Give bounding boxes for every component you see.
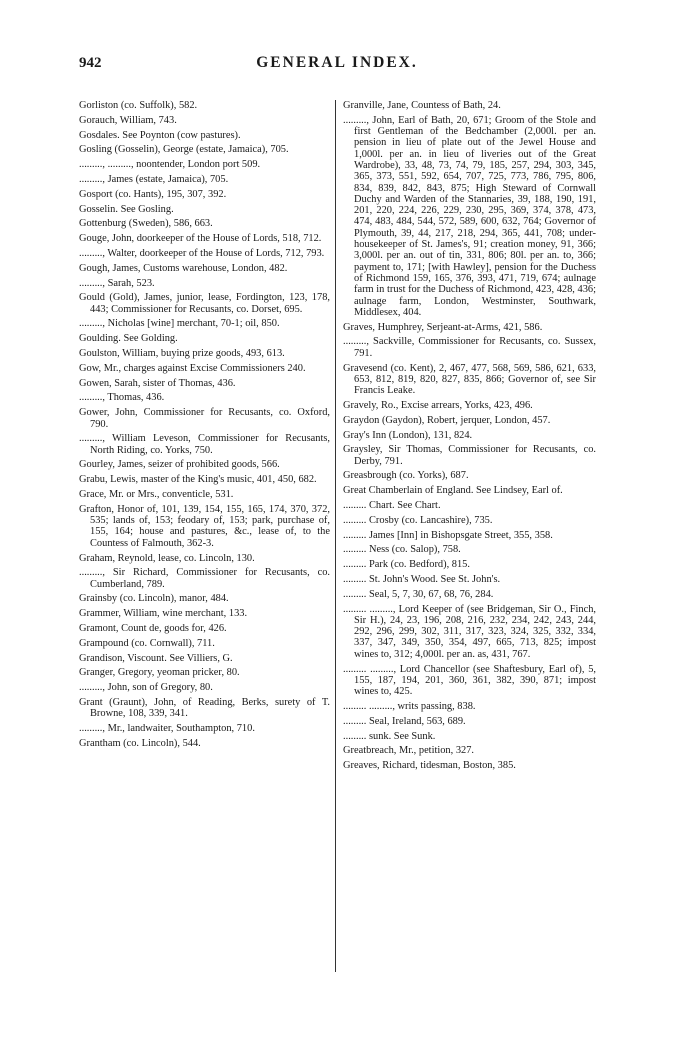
index-entry: ........., Sir Richard, Commissioner for Recusants, co. Cumberland, 789.: [79, 567, 330, 590]
column-divider: [335, 100, 336, 972]
index-entry: Gosport (co. Hants), 195, 307, 392.: [79, 188, 227, 200]
index-entry: Gough, James, Customs warehouse, London, 482.: [79, 262, 288, 274]
index-entry: ........., Walter, doorkeeper of the House of Lords, 712, 793.: [79, 247, 325, 259]
index-entry: ........., James (estate, Jamaica), 705.: [79, 173, 229, 185]
index-entry: ........., John, Earl of Bath, 20, 671; Groom of the Stole and first Gentleman of the Bedchamber (2,000l. per an. pension in lieu of plate out of the Jewel House and 1,000l. per an. in lieu of liveries out of the Great Wardrobe), 33, 48, 73, 74, 79, 185, 257, 294, 303, 345, 365, 373, 551, 592, 654, 707, 725, 773, 786, 795, 806, 834, 839, 842, 843, 875; High Steward of Cornwall Duchy and Warden of the Stannaries, 39, 188, 190, 191, 201, 220, 224, 226, 229, 230, 295, 369, 374, 378, 473, 474, 483, 484, 544, 572, 589, 600, 632, 764; Governor of Plymouth, 39, 44, 217, 218, 294, 365, 441, 708; under-housekeeper of St. James's, 91; creation money, 91, 366; 3,000l. per an. out of tin, 331, 806; 80l. per an. to, 366; payment to, 171; [with Hawley], pension for the Duchess of Richmond 159, 165, 376, 393, 471, 719, 674; aulnage farm in trust for the Duchess of Richmond, 423, 428, 436; aulnage farm, London, Westminster, Southwark, Middlesex, 404.: [343, 114, 596, 318]
index-entry: ......... Seal, 5, 7, 30, 67, 68, 76, 284.: [343, 588, 494, 600]
right-index-column: [343, 100, 596, 775]
index-entry: ........., Sackville, Commissioner for Recusants, co. Sussex, 791.: [343, 336, 596, 359]
index-entry: ......... ........., Lord Chancellor (see Shaftesbury, Earl of), 5, 155, 187, 194, 201, 360, 361, 382, 390, 871; impost wines to, 425.: [343, 663, 596, 698]
index-entry: ......... Ness (co. Salop), 758.: [343, 544, 461, 556]
index-entry: Granger, Gregory, yeoman pricker, 80.: [79, 667, 240, 679]
index-entry: Gould (Gold), James, junior, lease, Fordington, 123, 178, 443; Commissioner for Recusants, co. Dorset, 695.: [79, 292, 330, 315]
index-entry: ......... Park (co. Bedford), 815.: [343, 559, 470, 571]
index-entry: Gorliston (co. Suffolk), 582.: [79, 100, 198, 111]
index-entry: Gowen, Sarah, sister of Thomas, 436.: [79, 377, 236, 389]
index-entry: ........., John, son of Gregory, 80.: [79, 682, 213, 694]
index-entry: Grainsby (co. Lincoln), manor, 484.: [79, 593, 229, 605]
index-entry: Gourley, James, seizer of prohibited goods, 566.: [79, 459, 280, 471]
left-index-column: [79, 100, 330, 753]
index-entry: Grantham (co. Lincoln), 544.: [79, 737, 201, 749]
index-entry: ........., Mr., landwaiter, Southampton, 710.: [79, 723, 255, 735]
index-entry: ......... Seal, Ireland, 563, 689.: [343, 715, 466, 727]
index-entry: Gorauch, William, 743.: [79, 114, 177, 126]
index-entry: ........., Nicholas [wine] merchant, 70-1; oil, 850.: [79, 318, 280, 330]
index-entry: ......... Crosby (co. Lancashire), 735.: [343, 514, 493, 526]
index-entry: Gottenburg (Sweden), 586, 663.: [79, 218, 213, 230]
index-entry: Gravely, Ro., Excise arrears, Yorks, 423, 496.: [343, 399, 533, 411]
index-entry: ........., Thomas, 436.: [79, 392, 165, 404]
index-entry: Graham, Reynold, lease, co. Lincoln, 130.: [79, 552, 255, 564]
index-entry: Graydon (Gaydon), Robert, jerquer, London, 457.: [343, 414, 551, 426]
index-entry: ......... ........., Lord Keeper of (see Bridgeman, Sir O., Finch, Sir H.), 24, 23, 196, 208, 216, 232, 234, 242, 243, 244, 292, 296, 299, 302, 311, 317, 323, 324, 325, 332, 334, 337, 347, 349, 350, 354, 497, 665, 713, 825; impost wines to, 312; 4,000l. per an. as, 431, 767.: [343, 603, 596, 660]
index-entry: Gosselin. See Gosling.: [79, 203, 174, 215]
index-entry: Graysley, Sir Thomas, Commissioner for Recusants, co. Derby, 791.: [343, 444, 596, 467]
index-entry: ......... sunk. See Sunk.: [343, 730, 436, 742]
index-entry: ........., ........., noontender, London port 509.: [79, 159, 261, 171]
index-entry: Gosling (Gosselin), George (estate, Jamaica), 705.: [79, 144, 289, 156]
index-entry: Gravesend (co. Kent), 2, 467, 477, 568, 569, 586, 621, 633, 653, 812, 819, 820, 827, 835, 866; Governor of, see Sir Francis Leake.: [343, 362, 596, 397]
index-entry: Grabu, Lewis, master of the King's music, 401, 450, 682.: [79, 474, 317, 486]
index-entry: ........., Sarah, 523.: [79, 277, 155, 289]
page-number: 942: [79, 55, 102, 71]
index-entry: Goulding. See Golding.: [79, 333, 178, 345]
index-entry: Grammer, William, wine merchant, 133.: [79, 608, 248, 620]
index-entry: Graves, Humphrey, Serjeant-at-Arms, 421, 586.: [343, 321, 543, 333]
index-entry: Gower, John, Commissioner for Recusants, co. Oxford, 790.: [79, 407, 330, 430]
index-entry: ........., William Leveson, Commissioner for Recusants, North Riding, co. Yorks, 750.: [79, 433, 330, 456]
index-entry: Gramont, Count de, goods for, 426.: [79, 622, 227, 634]
index-entry: Granville, Jane, Countess of Bath, 24.: [343, 100, 501, 111]
index-entry: Greatbreach, Mr., petition, 327.: [343, 745, 474, 757]
index-entry: ......... ........., writs passing, 838.: [343, 700, 476, 712]
index-entry: Gosdales. See Poynton (cow pastures).: [79, 129, 241, 141]
index-entry: Gow, Mr., charges against Excise Commissioners 240.: [79, 362, 306, 374]
index-entry: ......... James [Inn] in Bishopsgate Street, 355, 358.: [343, 529, 553, 541]
index-entry: Grace, Mr. or Mrs., conventicle, 531.: [79, 489, 234, 501]
index-entry: Grafton, Honor of, 101, 139, 154, 155, 165, 174, 370, 372, 535; lands of, 153; feodary of, 153; park, purchase of, 155, 164; house and pastures, &c., lease of, to the Countess of Falmouth, 362-3.: [79, 503, 330, 549]
index-entry: Greasbrough (co. Yorks), 687.: [343, 470, 469, 482]
index-entry: ......... Chart. See Chart.: [343, 500, 441, 511]
page-title: GENERAL INDEX.: [256, 54, 418, 71]
index-entry: Grant (Graunt), John, of Reading, Berks, surety of T. Browne, 108, 339, 341.: [79, 696, 330, 720]
index-entry: Goulston, William, buying prize goods, 493, 613.: [79, 348, 285, 360]
index-entry: Greaves, Richard, tidesman, Boston, 385.: [343, 760, 516, 772]
index-entry: Great Chamberlain of England. See Lindsey, Earl of.: [343, 485, 563, 497]
index-entry: Gray's Inn (London), 131, 824.: [343, 429, 473, 441]
index-entry: Grandison, Viscount. See Villiers, G.: [79, 652, 233, 664]
index-entry: Gouge, John, doorkeeper of the House of Lords, 518, 712.: [79, 233, 322, 245]
index-entry: ......... St. John's Wood. See St. John's.: [343, 573, 501, 585]
index-entry: Grampound (co. Cornwall), 711.: [79, 637, 215, 649]
